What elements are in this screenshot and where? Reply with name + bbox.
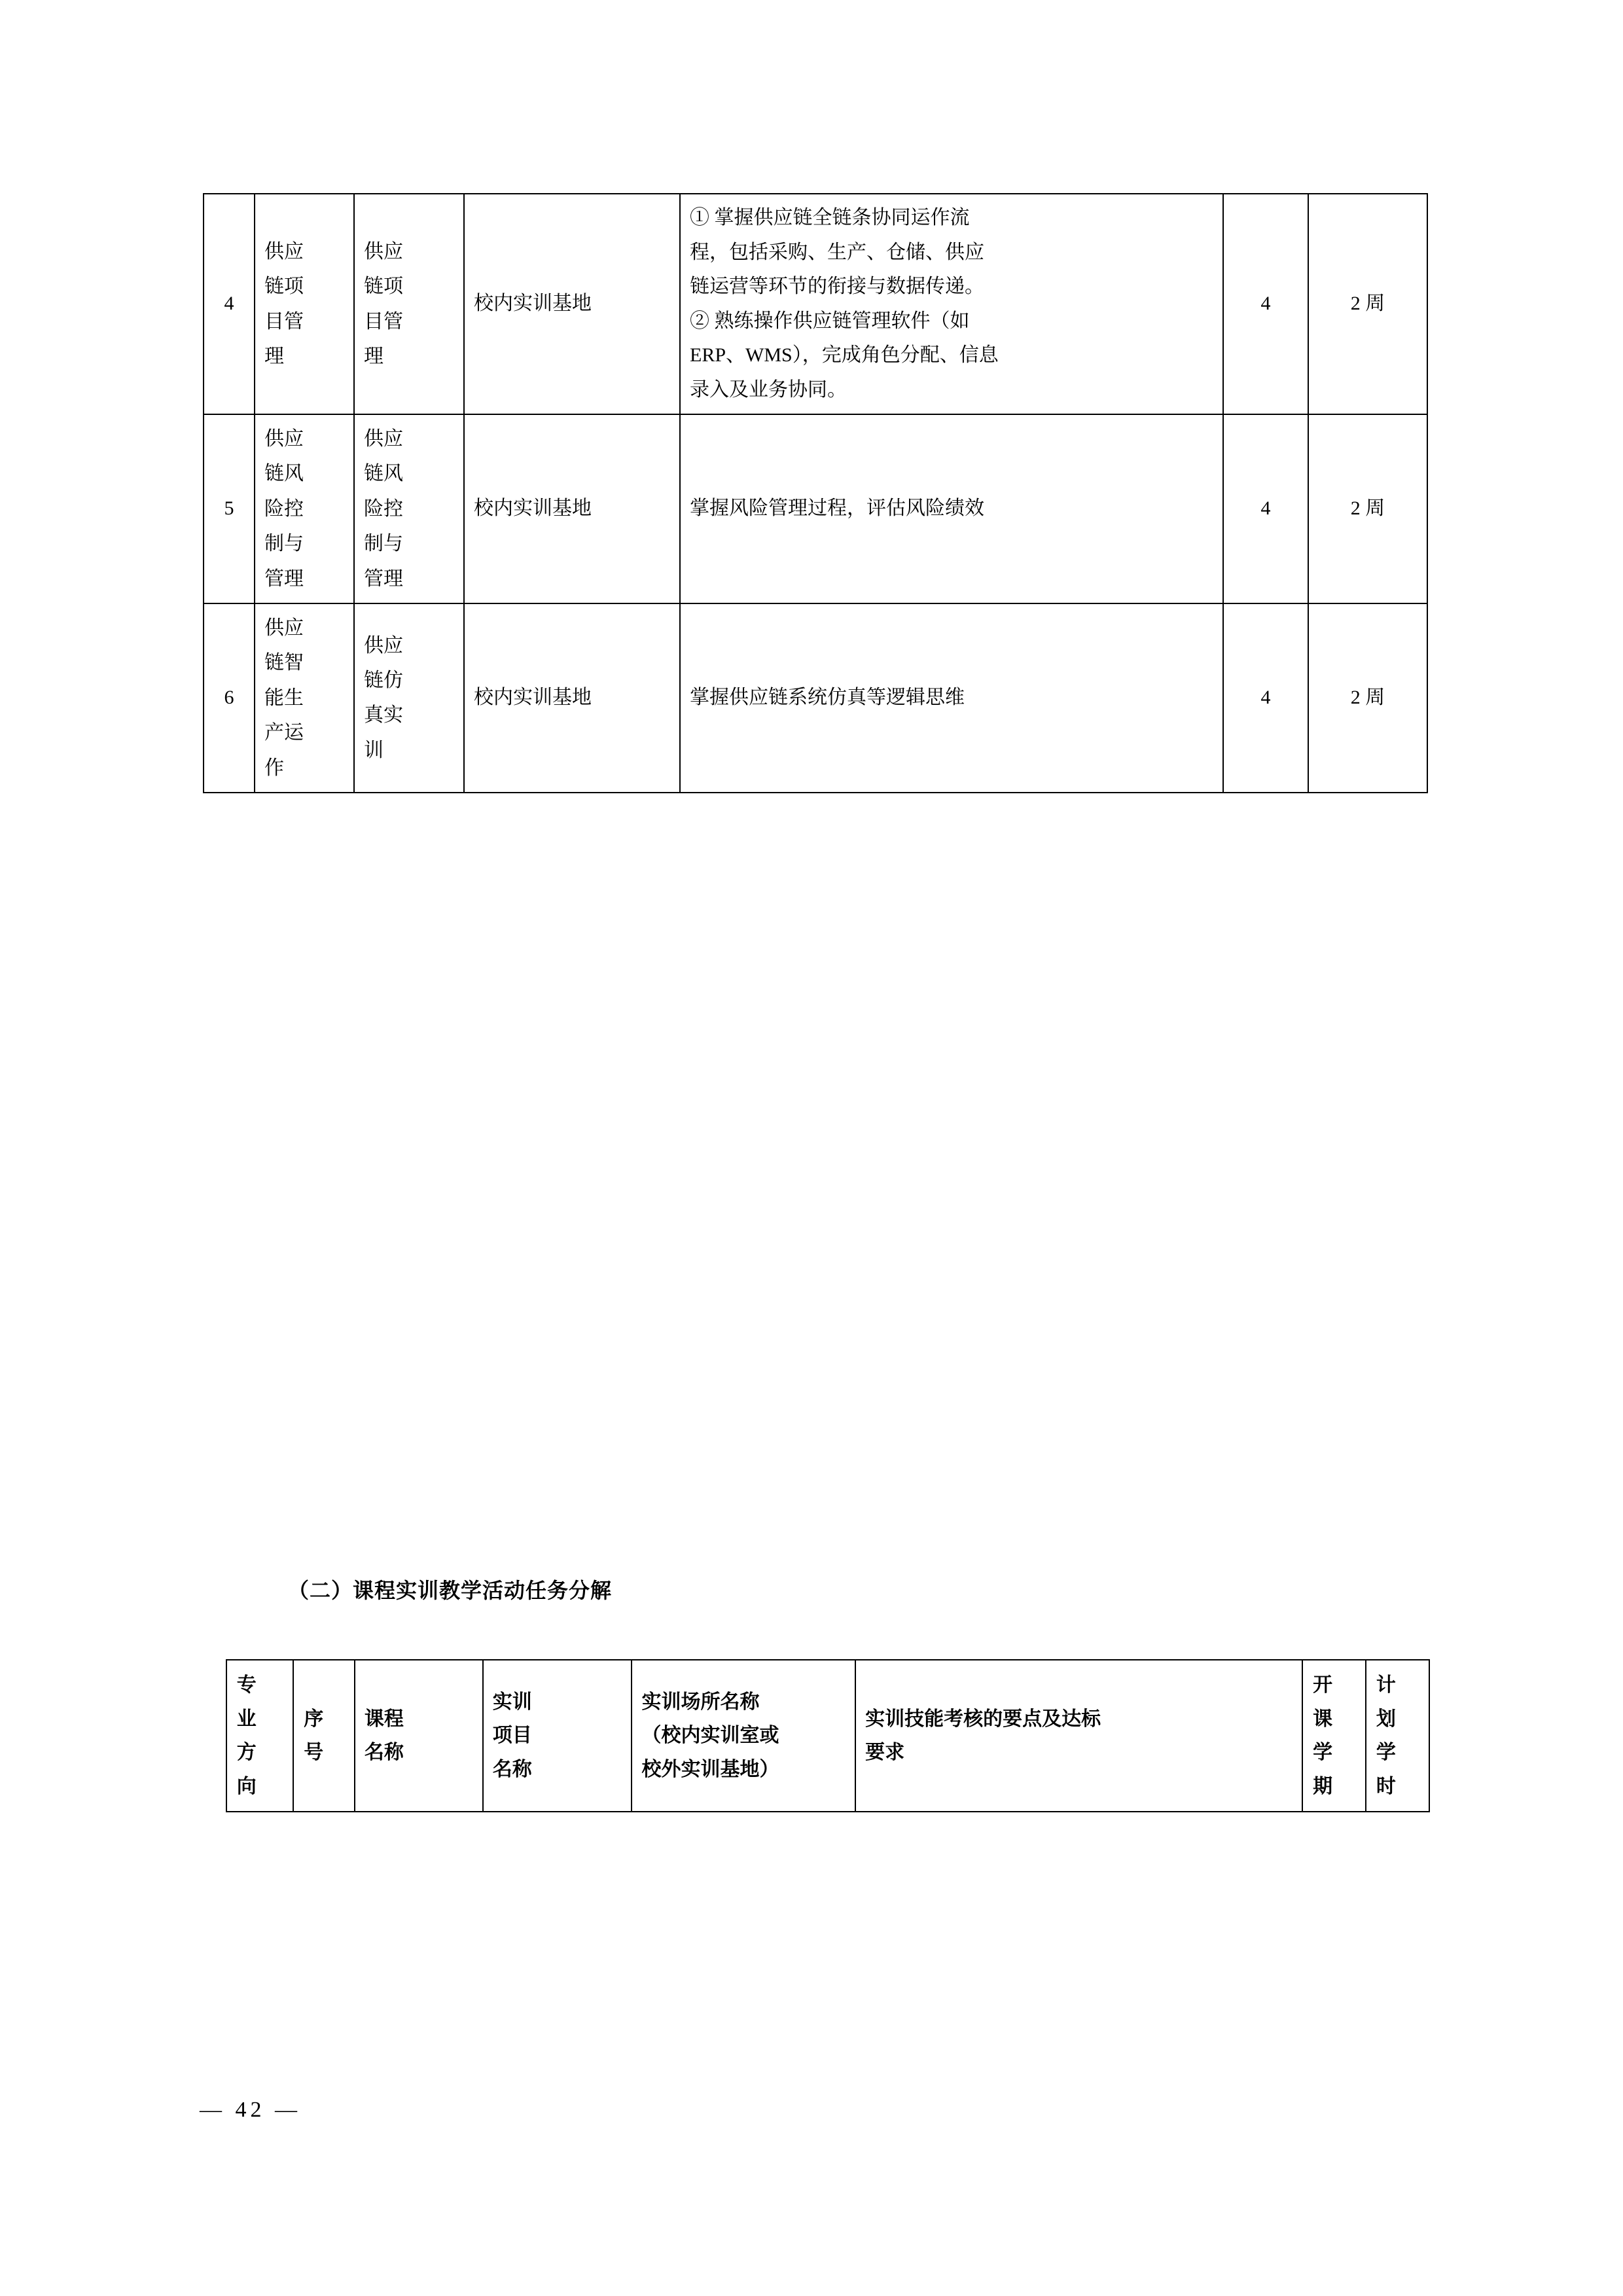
row-hours: 2 周 xyxy=(1308,194,1427,414)
row-hours: 2 周 xyxy=(1308,414,1427,603)
header-requirement: 实训技能考核的要点及达标要求 xyxy=(855,1660,1302,1812)
row-term: 4 xyxy=(1223,603,1308,793)
table-row xyxy=(204,194,1427,414)
row-requirement: ① 掌握供应链全链条协同运作流 程，包括采购、生产、仓储、供应 链运营等环节的衔接与数据传递。 ② 熟练操作供应链管理软件（如 ERP、WMS），完成角色分配、信息 录入及业务协同。 xyxy=(680,194,1223,414)
page-number: — 42 — xyxy=(200,2098,301,2122)
row-term: 4 xyxy=(1223,414,1308,603)
row-hours: 2 周 xyxy=(1308,603,1427,793)
task-decomposition-table xyxy=(226,1659,1430,1812)
row-index: 6 xyxy=(204,603,255,793)
row-requirement: 掌握供应链系统仿真等逻辑思维 xyxy=(680,603,1223,793)
row-direction: 供应链智能生产运作 xyxy=(255,603,354,793)
row-place: 校内实训基地 xyxy=(464,194,680,414)
row-course: 供应链风险控制与管理 xyxy=(354,414,464,603)
header-project-name: 实训项目名称 xyxy=(483,1660,632,1812)
row-requirement: 掌握风险管理过程，评估风险绩效 xyxy=(680,414,1223,603)
row-direction: 供应链风险控制与管理 xyxy=(255,414,354,603)
section-heading: （二）课程实训教学活动任务分解 xyxy=(288,1578,613,1603)
practical-training-table xyxy=(203,193,1428,793)
table-row xyxy=(204,603,1427,793)
table-row xyxy=(204,414,1427,603)
header-hours: 计划学时 xyxy=(1366,1660,1429,1812)
table-header-row xyxy=(226,1660,1429,1812)
row-index: 5 xyxy=(204,414,255,603)
row-course: 供应链项目管理 xyxy=(354,194,464,414)
header-direction: 专业方向 xyxy=(226,1660,293,1812)
header-course-name: 课程名称 xyxy=(355,1660,483,1812)
header-index: 序号 xyxy=(293,1660,354,1812)
row-course: 供应链仿真实训 xyxy=(354,603,464,793)
row-direction: 供应链项目管理 xyxy=(255,194,354,414)
row-index: 4 xyxy=(204,194,255,414)
row-term: 4 xyxy=(1223,194,1308,414)
row-place: 校内实训基地 xyxy=(464,603,680,793)
row-place: 校内实训基地 xyxy=(464,414,680,603)
header-term: 开课学期 xyxy=(1302,1660,1366,1812)
header-place: 实训场所名称（校内实训室或校外实训基地） xyxy=(632,1660,855,1812)
